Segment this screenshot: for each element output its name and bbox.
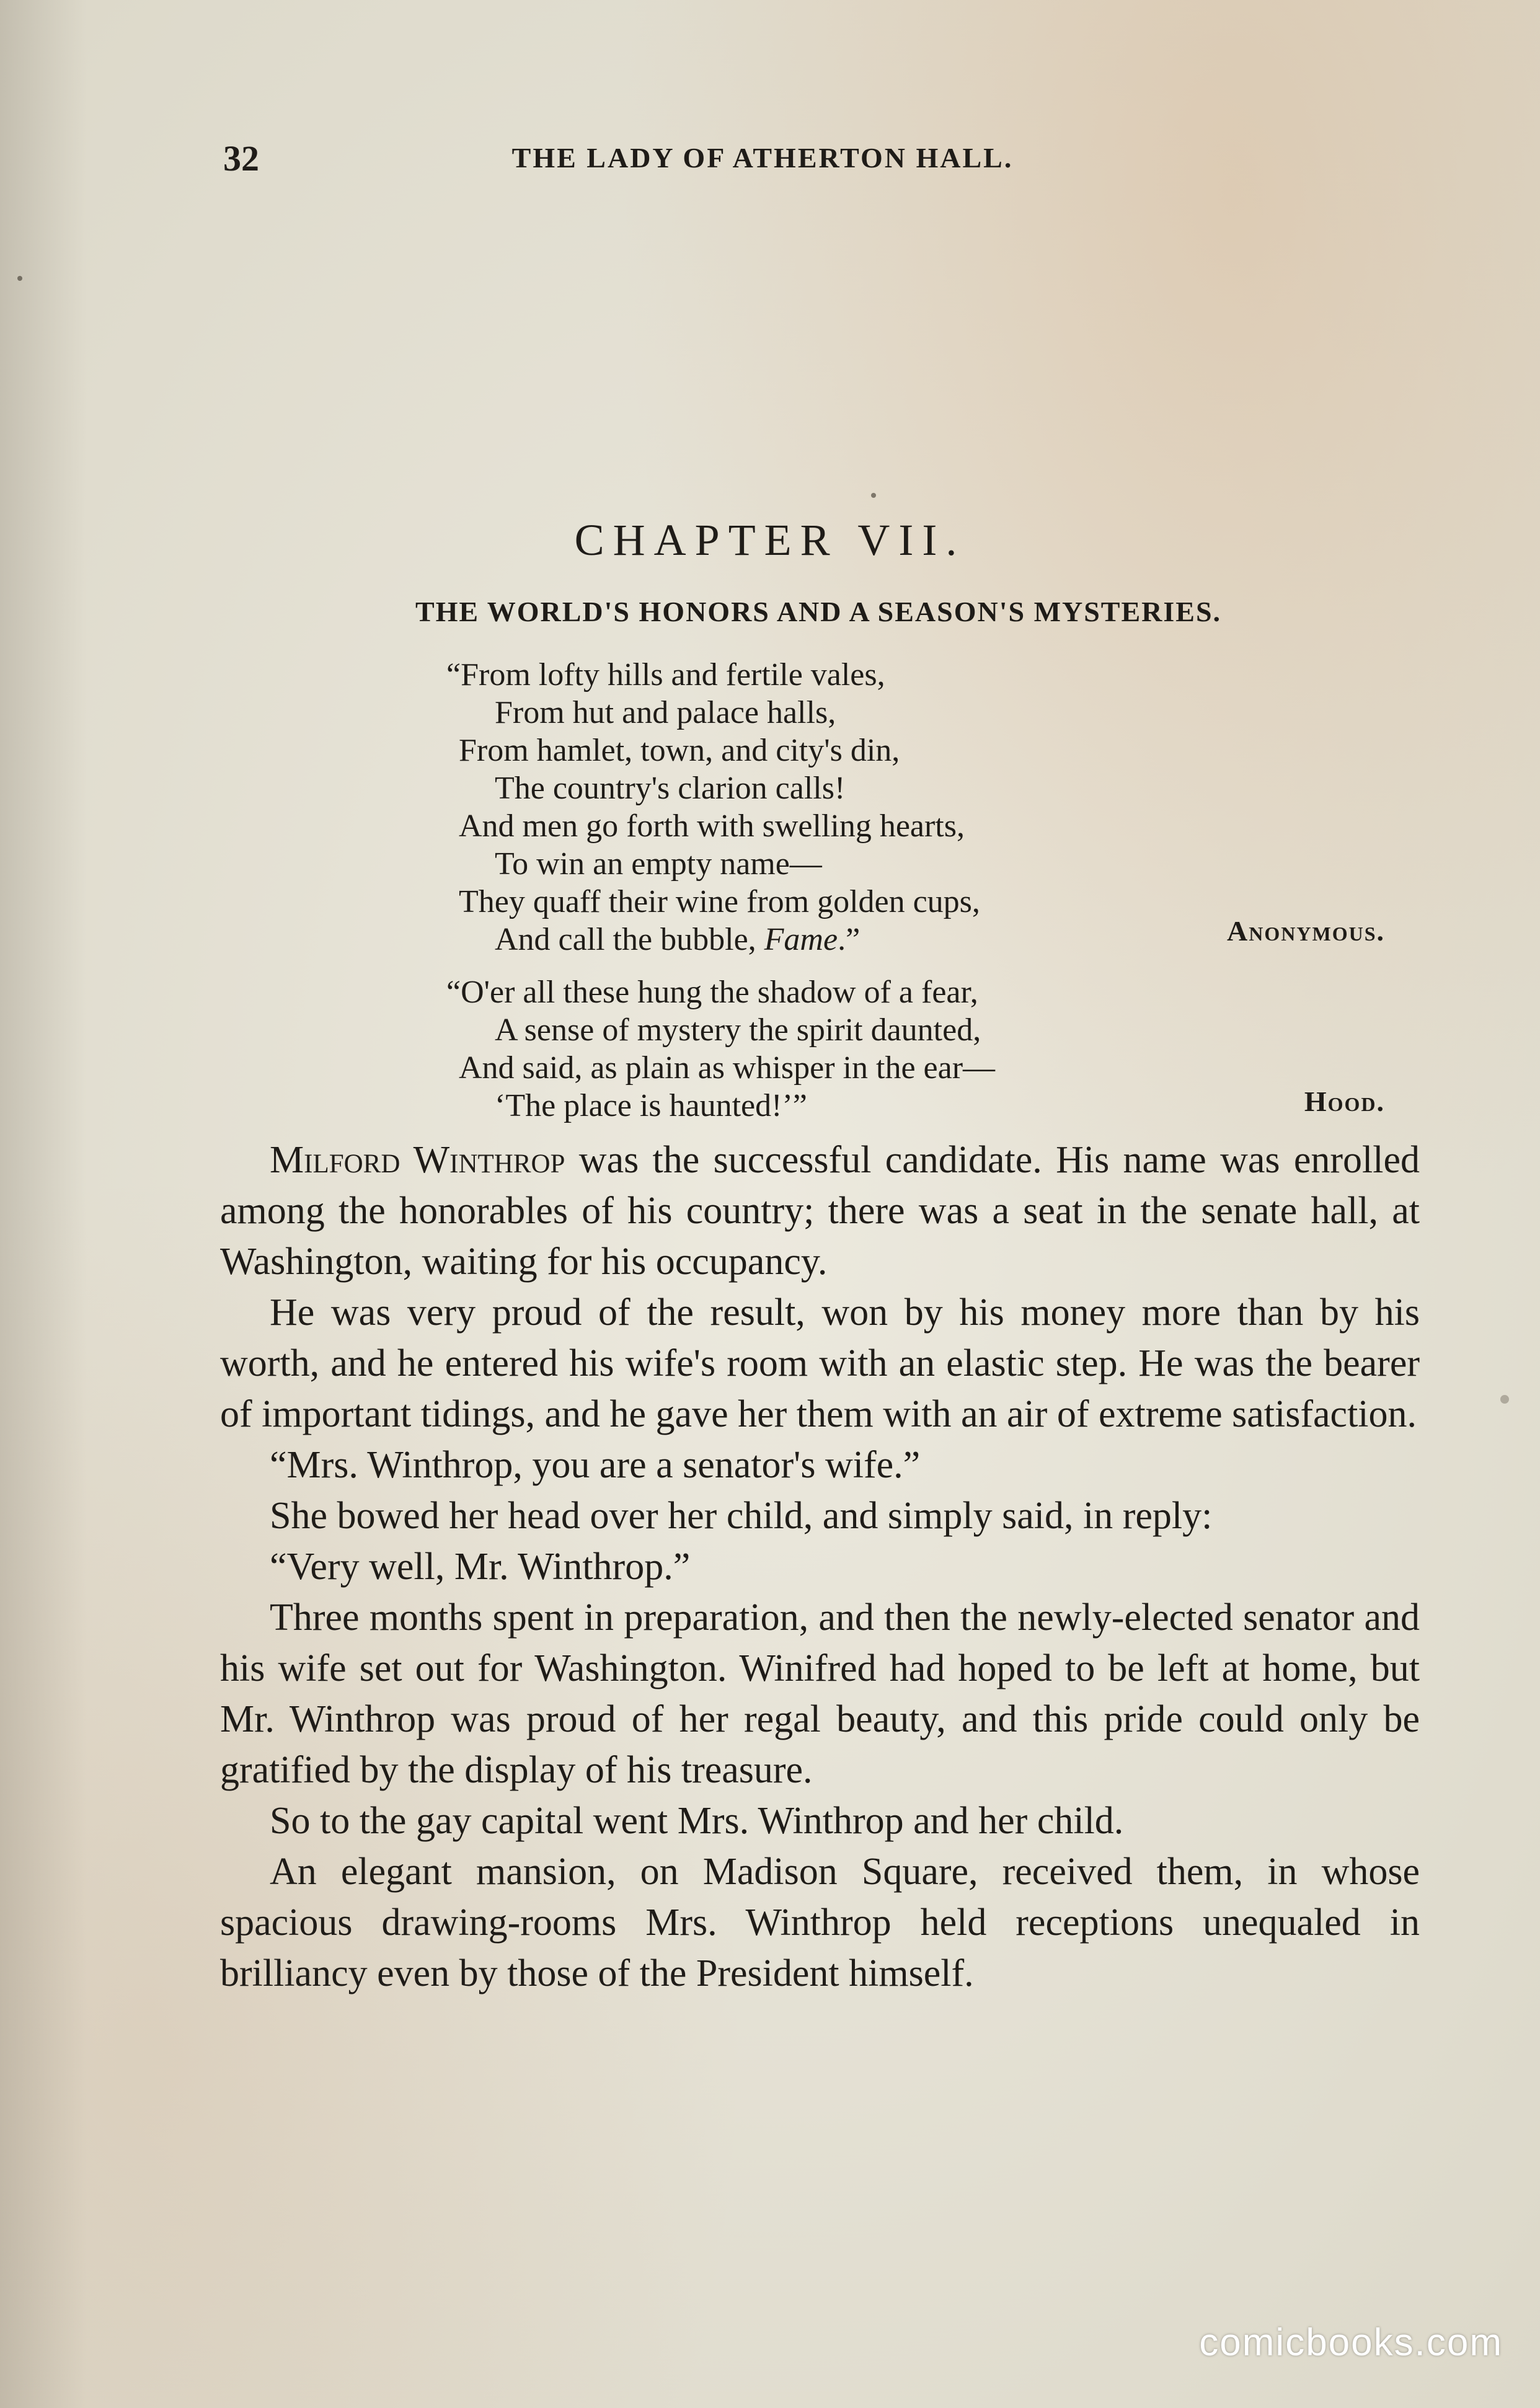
paragraph: An elegant mansion, on Madison Square, received them, in whose spacious drawing-rooms Mrs. Winthrop held receptions unequaled in brilliancy even by those of the President himself. [220, 1851, 1420, 1994]
epigraph-1-attribution: Anonymous. [1227, 915, 1385, 947]
epigraph-line: A sense of mystery the spirit daunted, [495, 1012, 981, 1048]
chapter-subtitle: THE WORLD'S HONORS AND A SEASON'S MYSTERIES. [415, 596, 1222, 627]
paragraph: So to the gay capital went Mrs. Winthrop and her child. [270, 1800, 1124, 1842]
epigraph-line: “From lofty hills and fertile vales, [446, 657, 885, 693]
running-head: THE LADY OF ATHERTON HALL. [511, 142, 1014, 174]
epigraph-line: “O'er all these hung the shadow of a fear, [446, 975, 978, 1010]
epigraph-line: The country's clarion calls! [495, 771, 846, 806]
paragraph: “Very well, Mr. Winthrop.” [270, 1546, 691, 1588]
chapter-body [220, 1135, 1420, 1999]
chapter-title: CHAPTER VII. [574, 515, 966, 565]
epigraph-2-attribution: Hood. [1304, 1086, 1385, 1117]
epigraph-2 [446, 973, 1389, 1125]
paper-speck [871, 493, 876, 498]
epigraph-line: And call the bubble, Fame.” [495, 922, 861, 957]
epigraph-line: ‘The place is haunted!’” [495, 1088, 807, 1123]
epigraph-line: From hamlet, town, and city's din, [459, 733, 900, 768]
paragraph: She bowed her head over her child, and simply said, in reply: [270, 1495, 1213, 1537]
page-header [223, 138, 1302, 179]
epigraph-line: They quaff their wine from golden cups, [459, 884, 980, 919]
page-gutter-shadow [0, 0, 87, 2408]
epigraph-1 [446, 656, 1389, 958]
epigraph-line: And men go forth with swelling hearts, [459, 808, 965, 844]
epigraph-line: And said, as plain as whisper in the ear— [459, 1050, 996, 1086]
watermark-text: comicbooks.com [1199, 2321, 1503, 2364]
paragraph: Three months spent in preparation, and then the newly-elected senator and his wife set out for Washington. Winifred had hoped to be left at home, but Mr. Winthrop was proud of her regal beauty, and this pride could only be gratified by the display of his treasure. [220, 1596, 1420, 1791]
epigraph-line: From hut and palace halls, [495, 695, 836, 730]
paragraph-text: was the successful candidate. His name was enrolled among the honorables of his country; there was a seat in the senate hall, at Washington, waiting for his occupancy. [220, 1139, 1420, 1283]
paper-speck [1500, 1395, 1509, 1404]
paragraph: “Mrs. Winthrop, you are a senator's wife.” [270, 1444, 921, 1486]
paper-speck [17, 276, 22, 281]
paragraph [220, 1135, 1420, 1287]
page-number: 32 [223, 138, 259, 179]
paragraph-lead-name: Milford Winthrop [270, 1139, 565, 1181]
paragraph: He was very proud of the result, won by his money more than by his worth, and he entered his wife's room with an elastic step. He was the bearer of important tidings, and he gave her them with an air of extreme satisfaction. [220, 1291, 1420, 1435]
epigraph-line: To win an empty name— [495, 846, 822, 882]
